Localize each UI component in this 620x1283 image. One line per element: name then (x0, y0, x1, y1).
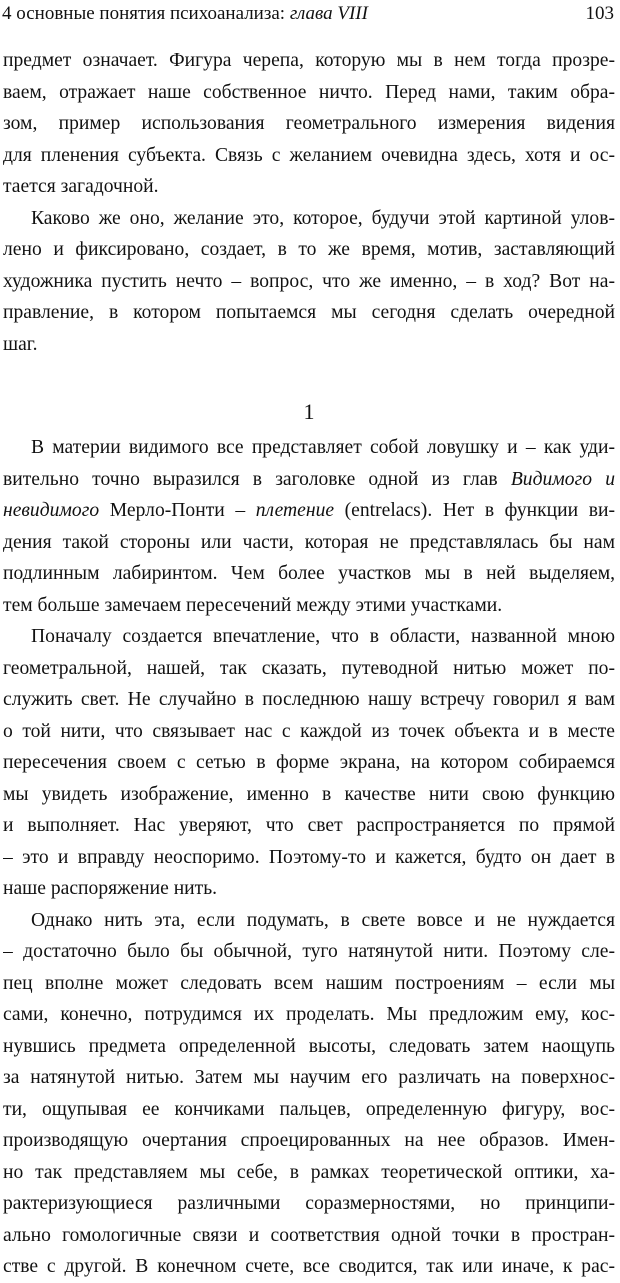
text-segment: Мерло-Понти – (99, 500, 256, 521)
page-number: 103 (585, 3, 614, 24)
text-line: но так представляем мы себе, в рамках теоретической оптики, ха- (3, 1161, 615, 1183)
text-line: наше распоряжение нить. (3, 878, 218, 899)
text-line: пересечения своем с сетью в форме экрана, на котором собираемся (3, 752, 615, 773)
text-line: сами, конечно, потрудимся их проделать. Мы предложим ему, кос- (3, 1004, 615, 1025)
text-line: предмет означает. Фигура черепа, которую мы в нем тогда прозре- (3, 50, 615, 71)
italic-term: плетение (255, 500, 335, 521)
text-line: Каково же оно, желание это, которое, будучи этой картиной улов- (31, 207, 615, 229)
text-line: за натянутой нитью. Затем мы научим его различать на поверхнос- (3, 1067, 615, 1088)
text-line: зом, пример использования геометрального измерения видения (3, 113, 615, 134)
text-line: ально гомологичные связи и соответствия одной точки в простран- (3, 1224, 615, 1246)
text-line: ти, ощупывая ее кончиками пальцев, определенную фигуру, вос- (3, 1098, 615, 1120)
text-line (3, 495, 615, 527)
section-number: 1 (303, 399, 315, 424)
text-line: Поначалу создается впечатление, что в области, названной мною (31, 626, 615, 647)
text-line: В материи видимого все представляет собой ловушку и – как уди- (31, 437, 615, 458)
text-line: пец вполне может следовать всем нашим построениям – если мы (3, 972, 615, 994)
text-line: мы увидеть изображение, именно в качестве нити свою функцию (3, 783, 615, 805)
text-line: художника пустить нечто – вопрос, что же именно, – в ход? Вот на- (3, 270, 615, 292)
text-line: – это и вправду неоспоримо. Поэтому-то и кажется, будто он дает в (3, 846, 615, 868)
paragraph (3, 203, 615, 361)
paragraph (3, 45, 615, 203)
text-line: Однако нить эта, если подумать, в свете вовсе и не нуждается (31, 909, 615, 931)
text-line: для пленения субъекта. Связь с желанием очевидна здесь, хотя и ос- (3, 144, 615, 166)
text-line: о той нити, что связывает нас с каждой из точек объекта и в месте (3, 720, 615, 742)
text-line: тается загадочной. (3, 176, 159, 197)
text-line: стве с другой. В конечном счете, все сводится, так или иначе, к рас- (3, 1256, 615, 1277)
paragraph (3, 432, 615, 621)
text-line: подлинным лабиринтом. Чем более участков мы в ней выделяем, (3, 563, 615, 584)
running-header (2, 3, 614, 29)
section-spacer (3, 360, 615, 390)
text-line: тем больше замечаем пересечений между этими участками. (3, 594, 503, 616)
text-line: и выполняет. Нас уверяют, что свет распространяется по прямой (3, 815, 615, 836)
text-line: нувшись предмета определенной высоты, следовать затем наощупь (3, 1035, 615, 1057)
text-line: – достаточно было бы обычной, туго натянутой нити. Поэтому сле- (3, 941, 615, 962)
paragraph (3, 621, 615, 905)
body-text (3, 45, 615, 1283)
text-line: правление, в котором попытаемся мы сегодня сделать очередной (3, 302, 615, 323)
text-segment: вительно точно выразился в заголовке одной из глав (3, 468, 511, 490)
text-line: служить свет. Не случайно в последнюю нашу встречу говорил я вам (3, 689, 615, 710)
text-line: производящую очертания спроецированных на нее образов. Имен- (3, 1130, 615, 1151)
text-line: рактеризующиеся различными соразмерностями, но принципи- (3, 1193, 615, 1214)
text-line: геометральной, нашей, так сказать, путеводной нитью может по- (3, 657, 615, 679)
text-line: дения такой стороны или части, которая не представлялась бы нам (3, 531, 615, 553)
text-line: ваем, отражает наше собственное ничто. Перед нами, таким обра- (3, 81, 615, 103)
paragraph (3, 905, 615, 1283)
chapter-title (2, 3, 368, 25)
text-line: лено и фиксировано, создает, в то же время, мотив, заставляющий (3, 239, 615, 260)
italic-book-title: невидимого (3, 500, 100, 521)
text-line (3, 464, 615, 496)
chapter-title-prefix: 4 основные понятия психоанализа: (2, 3, 290, 24)
chapter-title-italic: глава VIII (289, 3, 368, 24)
italic-book-title: Видимого и (510, 468, 615, 490)
text-segment: (entrelacs). Нет в функции ви- (334, 500, 615, 521)
text-line: шаг. (3, 333, 38, 355)
